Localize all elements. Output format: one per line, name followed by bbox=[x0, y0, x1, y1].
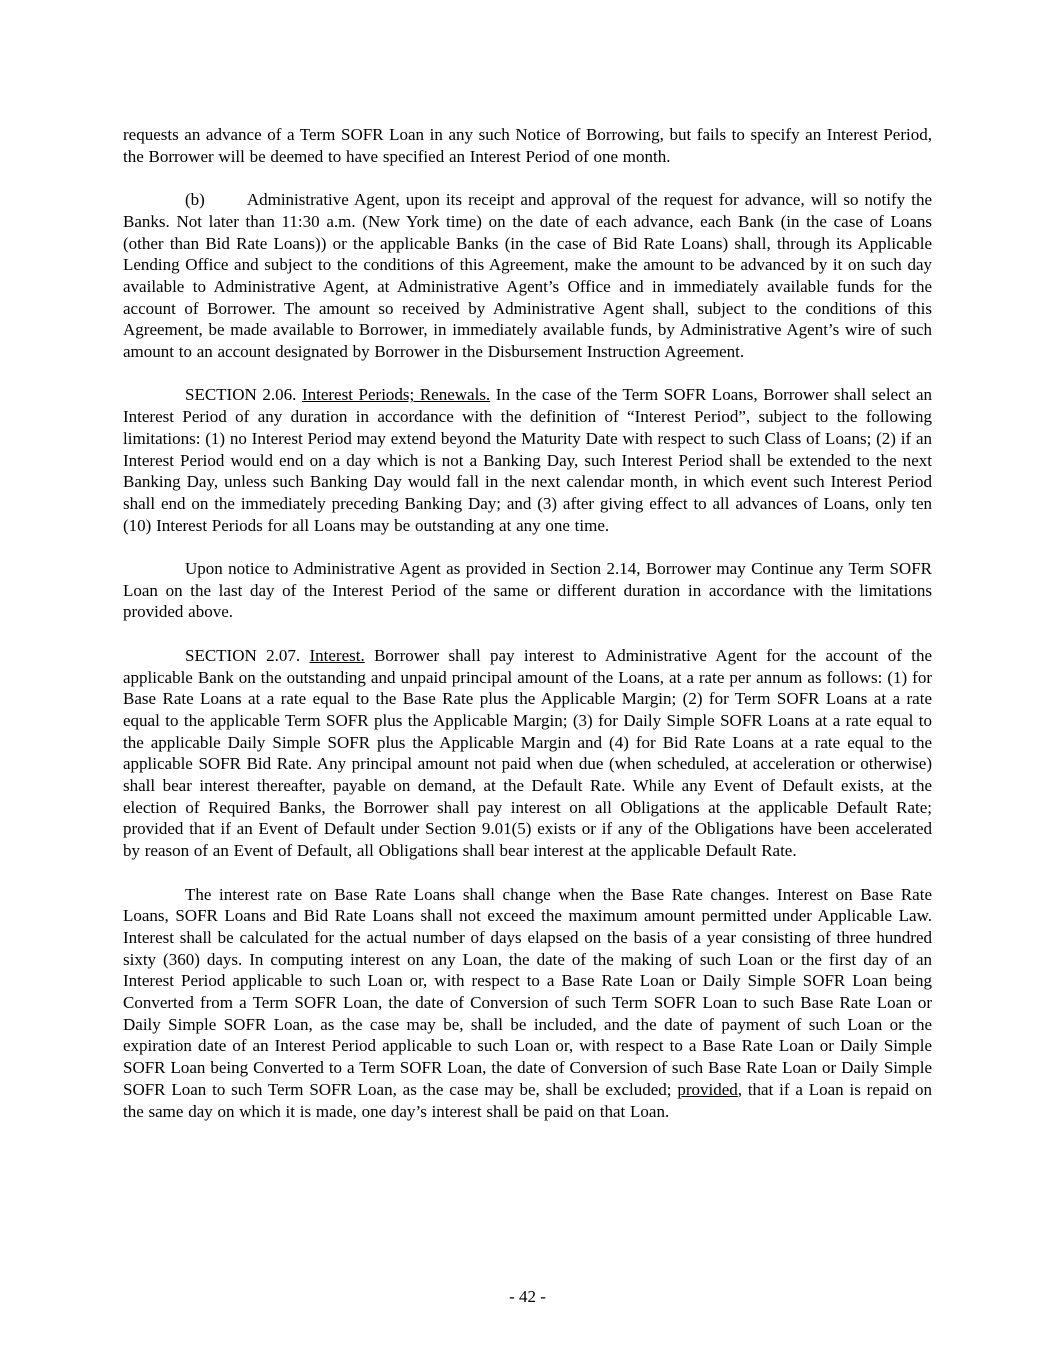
page-number: - 42 - bbox=[509, 1287, 546, 1306]
text-run: The interest rate on Base Rate Loans shall change when the Base Rate changes. Interest on Base Rate Loans, SOFR Loans and Bid Rate Loans shall not exceed the maximum amount permitted under Applicable Law. Interest shall be calculated for the actual number of days elapsed on the basis of a year consisting of three hundred sixty (360) days. In computing interest on any Loan, the date of the making of such Loan or the first day of an Interest Period applicable to such Loan or, with respect to a Base Rate Loan or Daily Simple SOFR Loan being Converted from a Term SOFR Loan, the date of Conversion of such Term SOFR Loan to such Base Rate Loan or Daily Simple SOFR Loan, as the case may be, shall be included, and the date of payment of such Loan or the expiration date of an Interest Period applicable to such Loan or, with respect to a Base Rate Loan or Daily Simple SOFR Loan being Converted to a Term SOFR Loan, the date of Conversion of such Base Rate Loan or Daily Simple SOFR Loan to such Term SOFR Loan, as the case may be, shall be excluded; bbox=[123, 884, 932, 1099]
text-run: Borrower shall pay interest to Administrative Agent for the account of the applicable Bank on the outstanding and unpaid principal amount of the Loans, at a rate per annum as follows: (1) for Base Rate Loans at a rate equal to the Base Rate plus the Applicable Margin; (2) for Term SOFR Loans at a rate equal to the applicable Term SOFR plus the Applicable Margin; (3) for Daily Simple SOFR Loans at a rate equal to the applicable Daily Simple SOFR plus the Applicable Margin and (4) for Bid Rate Loans at a rate equal to the applicable SOFR Bid Rate. Any principal amount not paid when due (when scheduled, at acceleration or otherwise) shall bear interest thereafter, payable on demand, at the Default Rate. While any Event of Default exists, at the election of Required Banks, the Borrower shall pay interest on all Obligations at the applicable Default Rate; provided that if an Event of Default under Section 9.01(5) exists or if any of the Obligations have been accelerated by reason of an Event of Default, all Obligations shall bear interest at the applicable Default Rate. bbox=[123, 645, 933, 861]
text-run: In the case of the Term SOFR Loans, Borrower shall select an Interest Period of any duration in accordance with the definition of “Interest Period”, subject to the following limitations: (1) no Interest Period may extend beyond the Maturity Date with respect to such Class of Loans; (2) if an Interest Period would end on a day which is not a Banking Day, such Interest Period shall be extended to the next Banking Day, unless such Banking Day would fall in the next calendar month, in which event such Interest Period shall end on the immediately preceding Banking Day; and (3) after giving effect to all advances of Loans, only ten (10) Interest Periods for all Loans may be outstanding at any one time. bbox=[123, 385, 933, 535]
paragraph bbox=[123, 645, 932, 862]
paragraph bbox=[123, 884, 932, 1123]
underlined-text: provided bbox=[677, 1079, 738, 1099]
text-run: requests an advance of a Term SOFR Loan in any such Notice of Borrowing, but fails to specify an Interest Period, the Borrower will be deemed to have specified an Interest Period of one month. bbox=[123, 125, 932, 166]
paragraph bbox=[123, 558, 932, 623]
text-run: , that if a Loan is repaid on the same day on which it is made, one day’s interest shall be paid on that Loan. bbox=[123, 1079, 932, 1121]
document-body bbox=[123, 124, 932, 1144]
text-run: SECTION 2.06. bbox=[185, 385, 302, 405]
text-run: Administrative Agent, upon its receipt and approval of the request for advance, will so notify the Banks. Not later than 11:30 a.m. (New York time) on the date of each advance, each Bank (in the case of Loans (other than Bid Rate Loans)) or the applicable Banks (in the case of Bid Rate Loans) shall, through its Applicable Lending Office and subject to the conditions of this Agreement, make the amount to be advanced by it on such day available to Administrative Agent, at Administrative Agent’s Office and in immediately available funds for the account of Borrower. The amount so received by Administrative Agent shall, subject to the conditions of this Agreement, be made available to Borrower, in immediately available funds, by Administrative Agent’s wire of such amount to an account designated by Borrower in the Disbursement Instruction Agreement. bbox=[123, 190, 932, 362]
text-run: (b) bbox=[185, 190, 205, 210]
paragraph bbox=[123, 124, 932, 167]
underlined-text: Interest Periods; Renewals. bbox=[301, 385, 491, 405]
underlined-text: Interest. bbox=[309, 645, 365, 665]
text-run: SECTION 2.07. bbox=[185, 645, 310, 665]
paragraph bbox=[123, 189, 932, 363]
text-run: Upon notice to Administrative Agent as provided in Section 2.14, Borrower may Continue any Term SOFR Loan on the last day of the Interest Period of the same or different duration in accordance with the limitations provided above. bbox=[123, 559, 932, 622]
paragraph bbox=[123, 384, 932, 536]
